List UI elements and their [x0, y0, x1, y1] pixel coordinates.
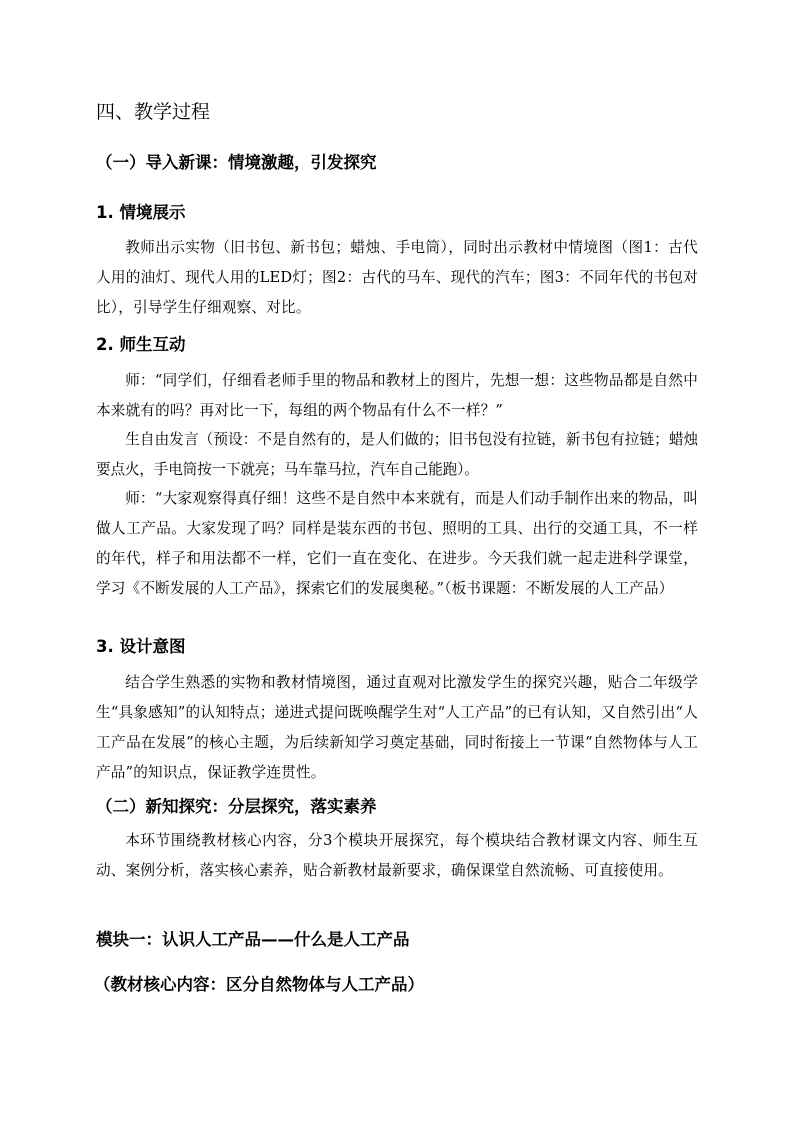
sub2-teacher-prompt: 师：“同学们，仔细看老师手里的物品和教材上的图片，先想一想：这些物品都是自然中本来就有的吗？再对比一下，每组的两个物品有什么不一样？” [96, 372, 698, 419]
sub1-paragraph: 教师出示实物（旧书包、新书包；蜡烛、手电筒），同时出示教材中情境图（图1：古代人用的油灯、现代人用的LED灯；图2：古代的马车、现代的汽车；图3：不同年代的书包对比），引导学生仔细观察、对比。 [96, 239, 698, 316]
part2-intro-paragraph: 本环节围绕教材核心内容，分3个模块开展探究，每个模块结合教材课文内容、师生互动、案例分析，落实核心素养，贴合新教材最新要求，确保课堂自然流畅、可直接使用。 [96, 832, 698, 879]
sub3-paragraph: 结合学生熟悉的实物和教材情境图，通过直观对比激发学生的探究兴趣，贴合二年级学生“具象感知”的认知特点；递进式提问既唤醒学生对“人工产品”的已有认知，又自然引出“人工产品在发展”的核心主题，为后续新知学习奠定基础，同时衔接上一节课“自然物体与人工产品”的知识点，保证教学连贯性。 [96, 674, 698, 781]
sub3-heading: 3. 设计意图 [96, 637, 186, 656]
sub2-teacher-summary: 师：“大家观察得真仔细！这些不是自然中本来就有，而是人们动手制作出来的物品，叫做人工产品。大家发现了吗？同样是装东西的书包、照明的工具、出行的交通工具，不一样的年代，样子和用法都不一样，它们一直在变化、在进步。今天我们就一起走进科学课堂，学习《不断发展的人工产品》，探索它们的发展奥秘。”（板书课题：不断发展的人工产品） [96, 490, 698, 597]
sub1-heading: 1. 情境展示 [96, 203, 186, 222]
section-title: 四、教学过程 [96, 101, 211, 123]
part1-heading: （一）导入新课：情境激趣，引发探究 [96, 153, 377, 172]
sub2-student-answers: 生自由发言（预设：不是自然有的，是人们做的；旧书包没有拉链，新书包有拉链；蜡烛要点火，手电筒按一下就亮；马车靠马拉，汽车自己能跑）。 [96, 431, 698, 478]
module1-heading: 模块一：认识人工产品——什么是人工产品 [96, 930, 410, 949]
module1-note: （教材核心内容：区分自然物体与人工产品） [94, 975, 424, 994]
sub2-heading: 2. 师生互动 [96, 335, 186, 354]
part2-heading: （二）新知探究：分层探究，落实素养 [96, 797, 377, 816]
